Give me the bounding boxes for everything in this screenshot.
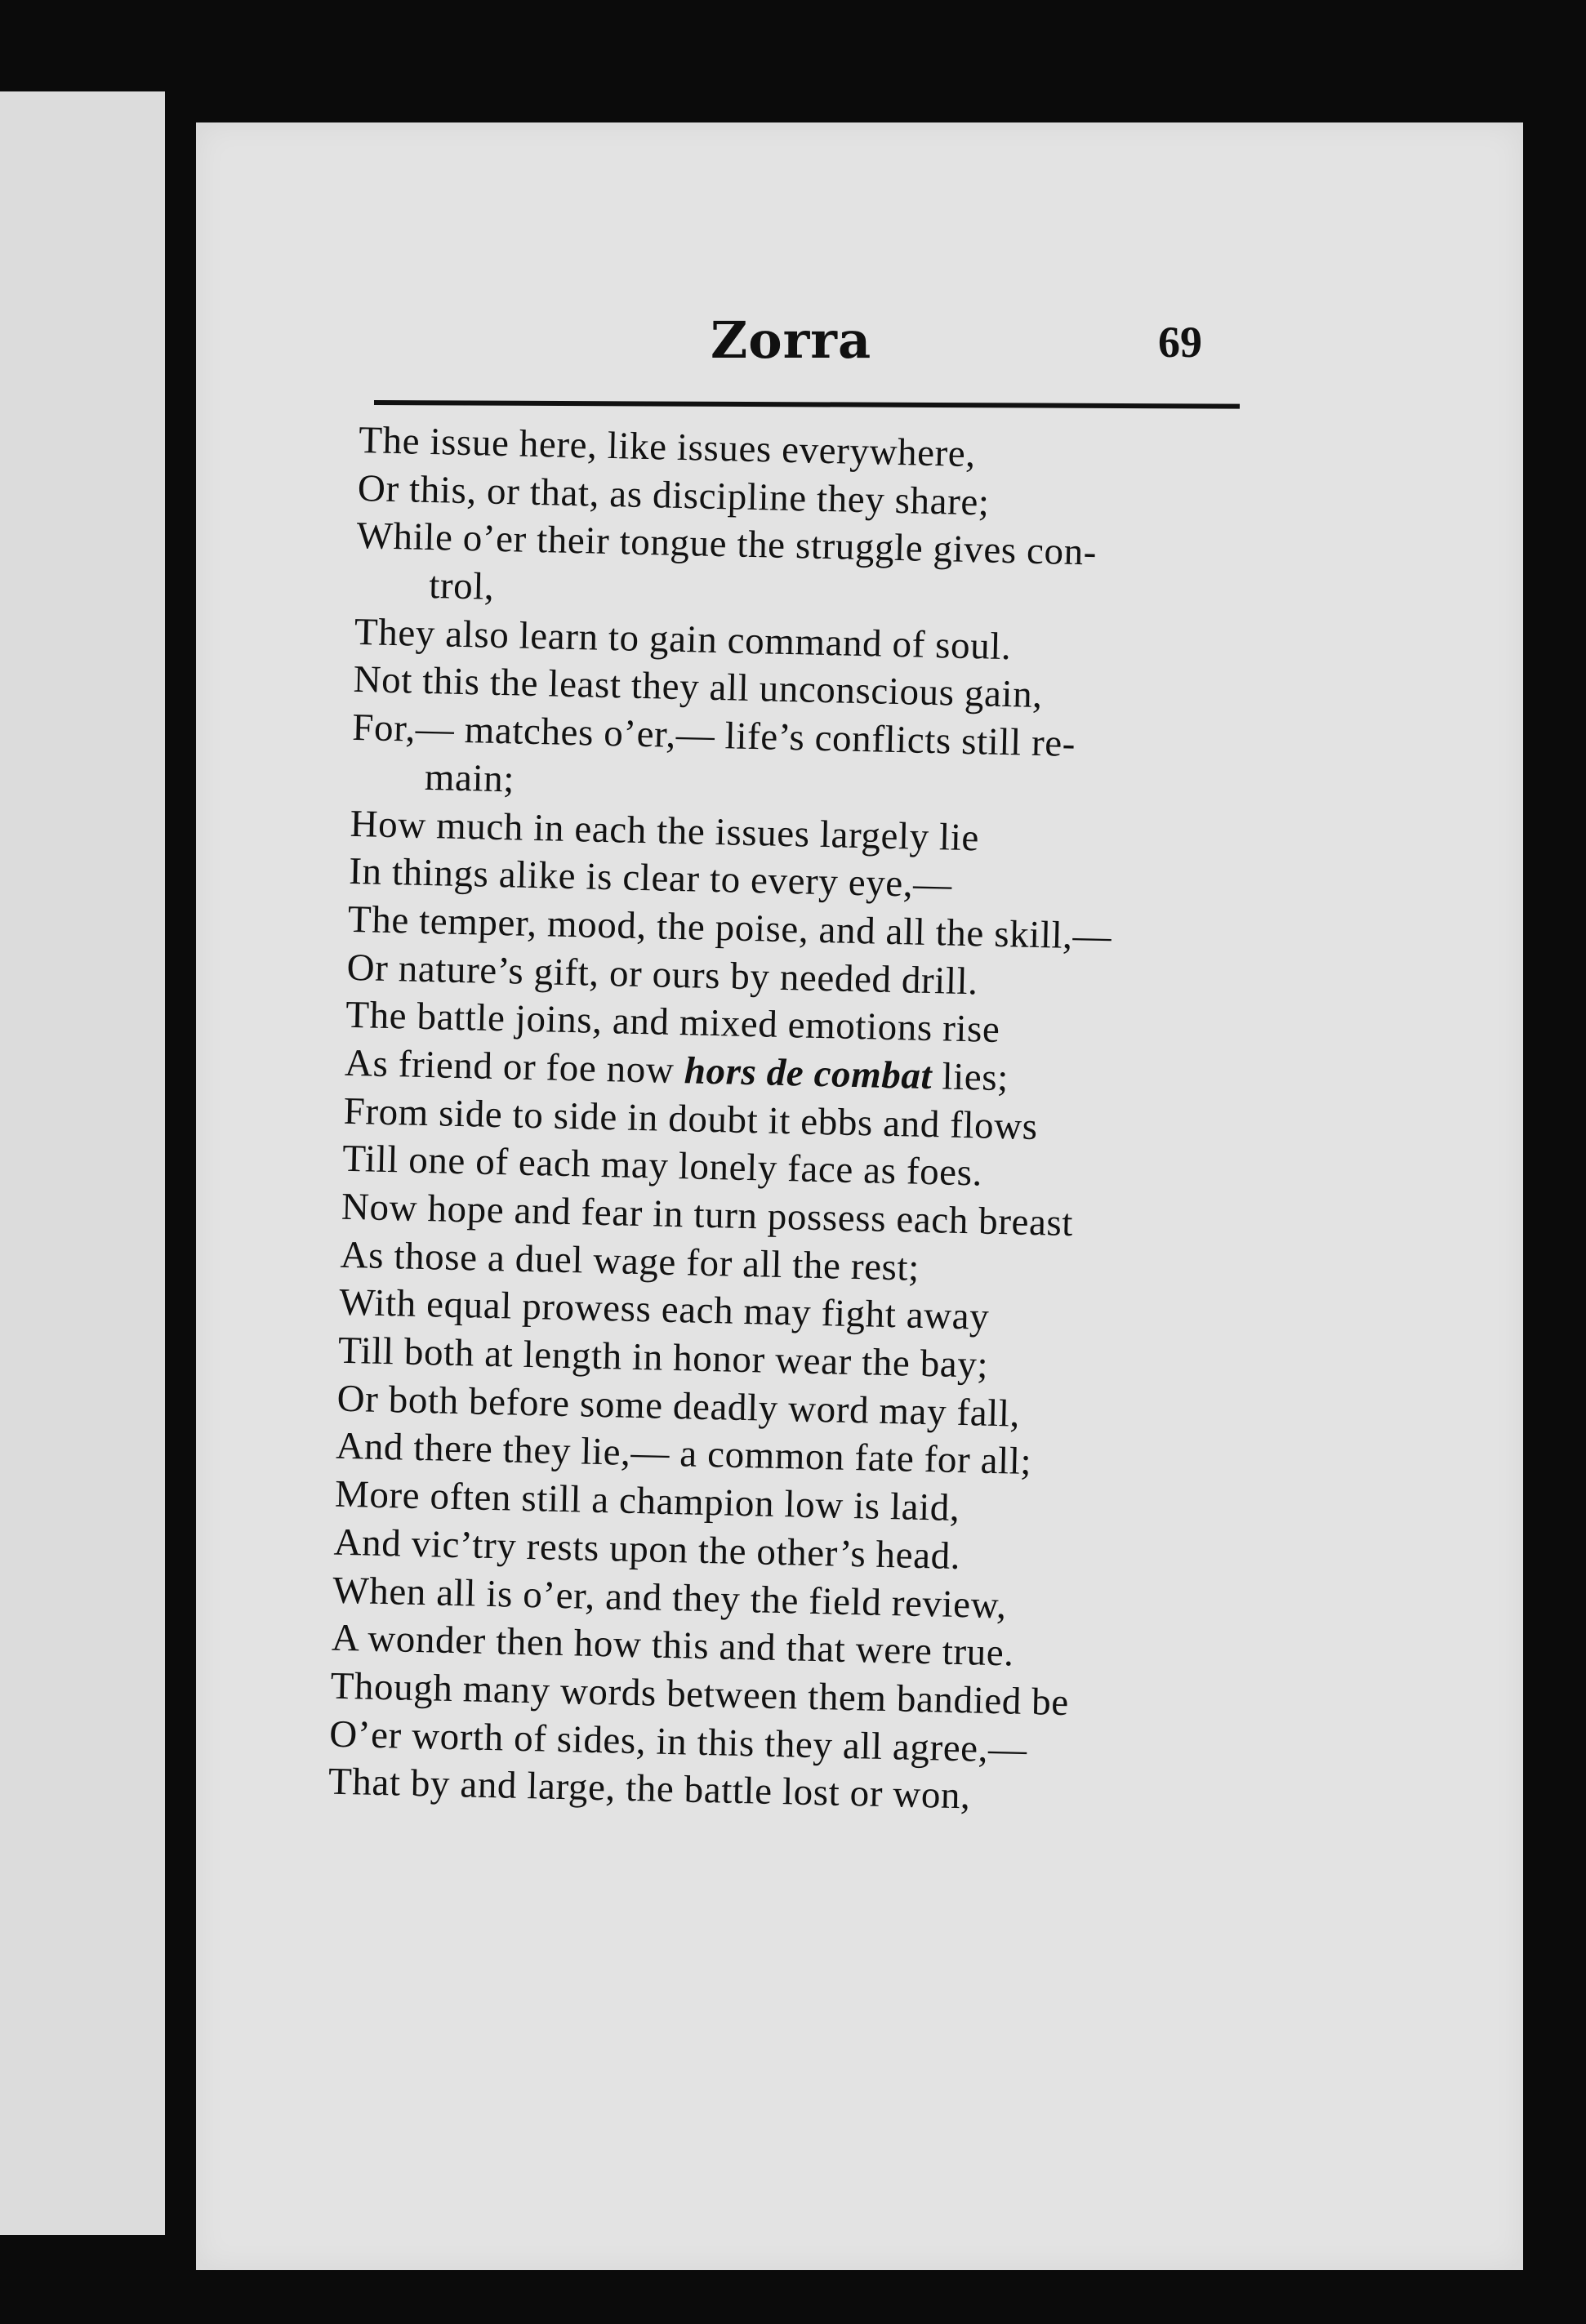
- poem-line-text: The temper, mood, the poise, and all the skill,—: [347, 897, 1112, 958]
- poem-line-text: That by and large, the battle lost or won,: [327, 1760, 972, 1818]
- facing-page-edge: [0, 91, 165, 2235]
- poem-line-text: Now hope and fear in turn possess each breast: [341, 1185, 1074, 1245]
- poem-line-text: With equal prowess each may fight away: [338, 1281, 990, 1339]
- poem-line-text: Till both at length in honor wear the bay;: [337, 1329, 989, 1387]
- poem-line-text-after: lies;: [931, 1055, 1009, 1100]
- poem-line-text: A wonder then how this and that were true.: [331, 1616, 1015, 1675]
- poem-line-text: From side to side in doubt it ebbs and flows: [343, 1089, 1039, 1148]
- header-rule: [374, 400, 1240, 409]
- book-page: [196, 122, 1523, 2270]
- page-number: 69: [1158, 318, 1202, 367]
- poem-line-text: Or this, or that, as discipline they share;: [357, 466, 991, 524]
- poem-line-text: And vic’try rests upon the other’s head.: [333, 1520, 961, 1578]
- poem-line-text: Or both before some deadly word may fall,: [336, 1377, 1021, 1436]
- poem-line-text: Though many words between them bandied be: [330, 1664, 1070, 1724]
- page-header: [196, 310, 1266, 392]
- poem-line-text: As those a duel wage for all the rest;: [340, 1233, 920, 1289]
- poem-line-text: The issue here, like issues everywhere,: [358, 418, 977, 476]
- poem-line-text: main;: [424, 755, 515, 801]
- poem-text: [327, 416, 1388, 1829]
- poem-line-italic: hors de combat: [684, 1049, 933, 1098]
- poem-line-text: Till one of each may lonely face as foes.: [341, 1138, 983, 1195]
- poem-line-text: The battle joins, and mixed emotions rise: [345, 994, 1000, 1052]
- poem-line-text: O’er worth of sides, in this they all agree,—: [328, 1712, 1028, 1771]
- poem-line-text: They also learn to gain command of soul.: [354, 610, 1012, 668]
- poem-line-text: More often still a champion low is laid,: [334, 1472, 960, 1530]
- poem-line-text: How much in each the issues largely lie: [350, 802, 980, 859]
- poem-line-text: While o’er their tongue the struggle gives con-: [356, 514, 1098, 574]
- poem-line-text: When all is o’er, and they the field review,: [332, 1569, 1008, 1627]
- poem-line-text: In things alike is clear to every eye,—: [348, 850, 953, 906]
- poem-line-text: Or nature’s gift, or ours by needed drill.: [346, 946, 979, 1003]
- poem-line-text: As friend or foe now: [344, 1041, 685, 1093]
- poem-line-text: And there they lie,— a common fate for all;: [335, 1425, 1032, 1484]
- running-title: Zorra: [711, 310, 872, 370]
- poem-line-text: Not this the least they all unconscious gain,: [353, 658, 1044, 717]
- poem-line-text: For,— matches o’er,— life’s conflicts still re-: [351, 706, 1076, 766]
- poem-line-text: trol,: [428, 564, 495, 608]
